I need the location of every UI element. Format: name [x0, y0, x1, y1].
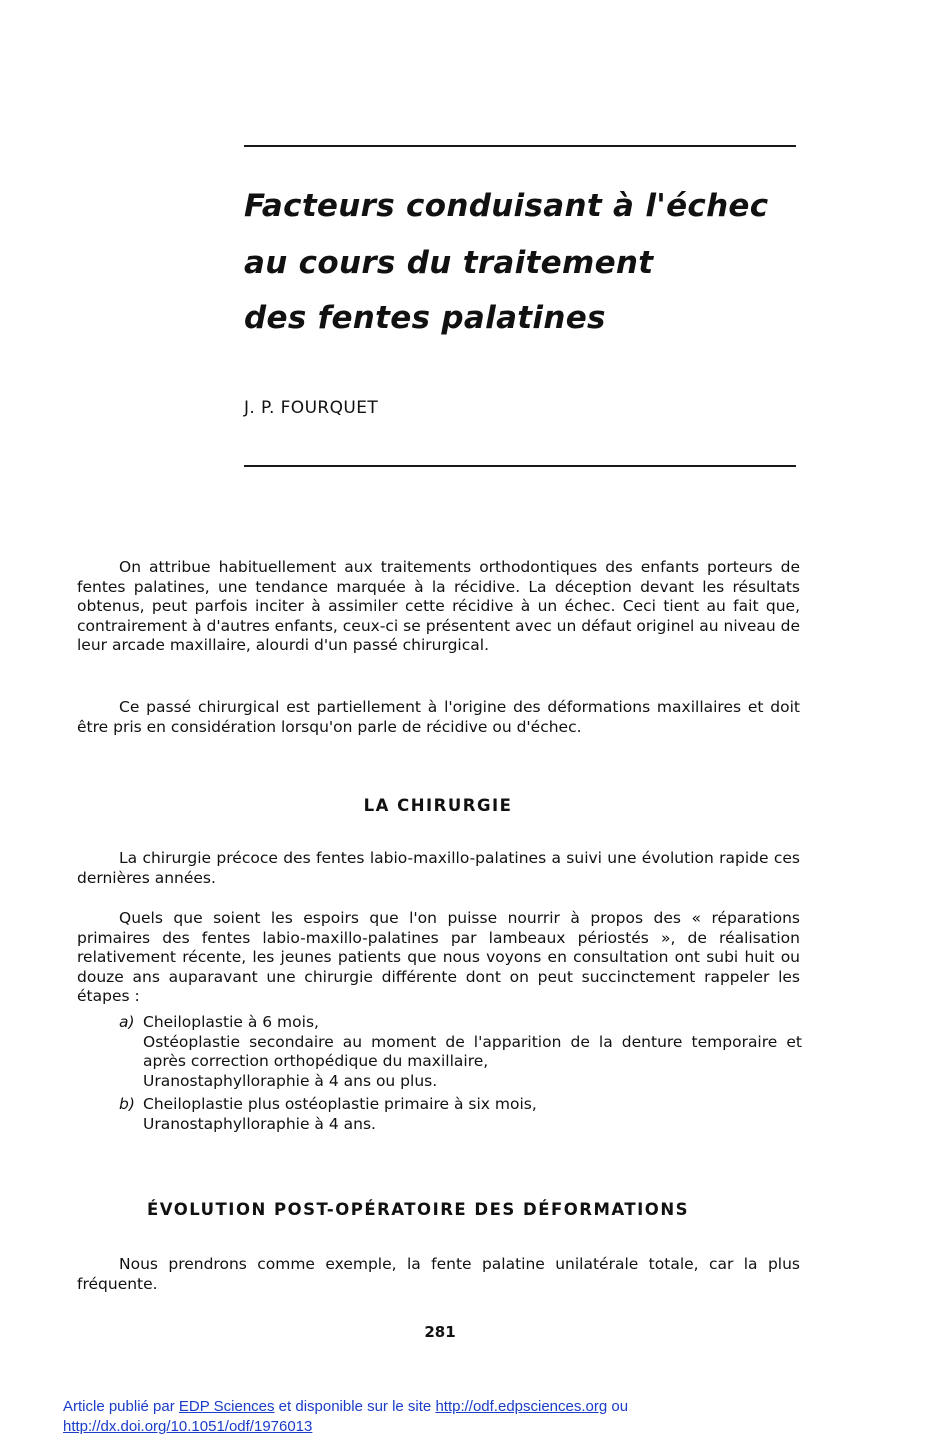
top-rule	[244, 145, 796, 147]
list-item-b	[119, 1095, 802, 1134]
paragraph-text: On attribue habituellement aux traitements orthodontiques des enfants porteurs de fentes palatines, une tendance marquée à la récidive. La déception devant les résultats obtenus, peut parfois inciter à assimiler cette récidive à un échec. Ceci tient au fait que, contrairement à d'autres enfants, ceux-ci se présentent avec un défaut originel au niveau de leur arcade maxillaire, alourdi d'un passé chirurgical.	[77, 558, 800, 655]
intro-paragraph-1	[77, 558, 800, 656]
chirurgie-paragraph-1	[77, 849, 800, 888]
list-line: Cheiloplastie à 6 mois,	[143, 1013, 319, 1031]
list-item-label: a)	[119, 1013, 135, 1031]
paragraph-text: Quels que soient les espoirs que l'on puisse nourrir à propos des « réparations primaires des fentes labio-maxillo-palatines par lambeaux périostés », de réalisation relativement récente, les jeunes patients que nous voyons en consultation ont subi huit ou douze ans auparavant une chirurgie différente dont on peut succinctement rappeler les étapes :	[77, 909, 800, 1006]
doi-link[interactable]: http://dx.doi.org/10.1051/odf/1976013	[63, 1418, 313, 1435]
chirurgie-paragraph-2	[77, 909, 800, 1007]
article-title-line-1: Facteurs conduisant à l'échec	[244, 188, 769, 224]
paragraph-text: La chirurgie précoce des fentes labio-maxillo-palatines a suivi une évolution rapide ces dernières années.	[77, 849, 800, 887]
odf-site-link[interactable]: http://odf.edpsciences.org	[435, 1398, 608, 1415]
list-line: Uranostaphyllorаphie à 4 ans ou plus.	[143, 1071, 438, 1090]
list-line: Ostéoplastie secondaire au moment de l'apparition de la denture temporaire et après correction orthopédique du maxillaire,	[143, 1032, 802, 1071]
footer-text: et disponible sur le site	[274, 1398, 436, 1415]
evolution-paragraph-1	[77, 1255, 800, 1294]
footer-text: Article publié par	[63, 1398, 179, 1415]
section-heading-chirurgie: LA CHIRURGIE	[363, 796, 513, 815]
section-heading-evolution: ÉVOLUTION POST-OPÉRATOIRE DES DÉFORMATIONS	[146, 1200, 690, 1219]
intro-paragraph-2	[77, 698, 800, 737]
edp-sciences-link[interactable]: EDP Sciences	[178, 1398, 275, 1415]
article-title-line-3: des fentes palatines	[244, 300, 606, 336]
list-item-label: b)	[119, 1095, 135, 1113]
list-line: Cheiloplastie plus ostéoplastie primaire à six mois,	[143, 1095, 537, 1113]
bottom-rule	[244, 465, 796, 467]
page-number: 281	[424, 1323, 456, 1341]
paragraph-text: Ce passé chirurgical est partiellement à l'origine des déformations maxillaires et doit être pris en considération lorsqu'on parle de récidive ou d'échec.	[77, 698, 800, 736]
list-item-a	[119, 1013, 802, 1091]
paragraph-text: Nous prendrons comme exemple, la fente palatine unilatérale totale, car la plus fréquente.	[77, 1255, 800, 1293]
publisher-footer	[63, 1397, 903, 1437]
author-name: J. P. FOURQUET	[244, 398, 379, 418]
article-title-line-2: au cours du traitement	[244, 245, 654, 281]
footer-text: ou	[607, 1398, 629, 1415]
list-line: Uranostaphyllorаphie à 4 ans.	[143, 1114, 376, 1133]
